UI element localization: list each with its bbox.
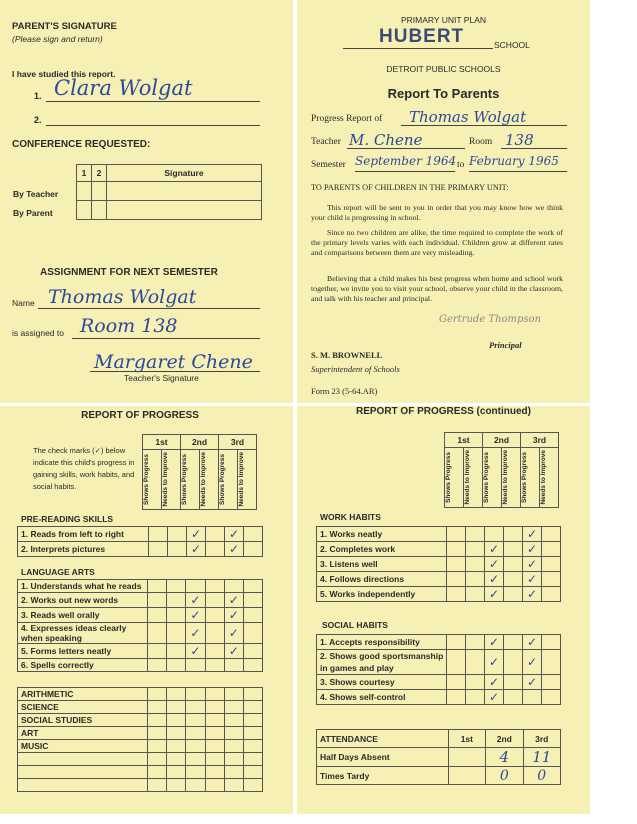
table-row [317,587,561,602]
table-row [317,572,561,587]
school-label: SCHOOL [494,40,530,50]
table-row [18,593,263,608]
progress-section [0,406,293,814]
grade-header-continued [444,432,559,508]
table-row [18,714,263,727]
social-item-4: 4. Shows self-control [317,690,447,705]
parent-section [0,0,293,403]
work-item-2: 2. Completes work [317,542,447,557]
work-habits-table [316,526,561,602]
table-row [18,727,263,740]
table-row [18,766,263,779]
term-1st: 1st [143,435,181,450]
paragraph-2: Since no two children are alike, the time required to complete the work of the primary levels varies with each individual. Children grow at different rates and comparisons between them are very misleading. [311,228,563,257]
work-item-3: 3. Listens well [317,557,447,572]
subject-music: MUSIC [18,740,148,753]
to-label: to [457,160,465,170]
check-mark: ✓ [224,593,243,608]
attendance-term-2nd: 2nd [486,730,523,748]
check-mark: ✓ [523,650,542,675]
check-mark: ✓ [224,644,243,659]
needs-improve-1: Needs to Improve [162,452,169,507]
language-arts-heading: LANGUAGE ARTS [21,567,95,577]
teacher-signature-label: Teacher's Signature [124,373,199,383]
pre-reading-heading: PRE-READING SKILLS [21,514,114,524]
pre-reading-table [17,526,263,557]
conference-teacher-signature[interactable] [107,182,262,201]
assignment-title: ASSIGNMENT FOR NEXT SEMESTER [40,267,218,278]
table-row [317,748,561,767]
check-mark: ✓ [485,587,504,602]
table-row [317,767,561,785]
needs-improve-2: Needs to Improve [200,452,207,507]
subject-art: ART [18,727,148,740]
check-mark: ✓ [225,542,244,557]
school-name: HUBERT [379,26,465,47]
signature-line-1-label: 1. [34,91,42,101]
subject-science: SCIENCE [18,701,148,714]
check-mark: ✓ [523,557,542,572]
conference-parent-2[interactable] [92,201,107,220]
lang-item-3: 3. Reads well orally [18,608,148,623]
attendance-term-1st: 1st [448,730,485,748]
superintendent-label: Superintendent of Schools [311,364,400,374]
by-teacher-label: By Teacher [13,189,59,199]
legend-text: The check marks (✓) below indicate this child's progress in gaining skills, work habits, and social habits. [33,446,135,491]
needs-improve-3: Needs to Improve [238,452,245,507]
check-mark: ✓ [187,542,206,557]
table-row [18,688,263,701]
work-item-1: 1. Works neatly [317,527,447,542]
table-row [317,675,561,690]
parent-signature-1: Clara Wolgat [54,76,193,100]
table-row [317,730,561,748]
half-days-2nd: 4 [486,748,523,767]
pre-item-2: 2. Interprets pictures [18,542,149,557]
paragraph-1: This report will be sent to you in order that you may know how we think your child is progressing in school. [311,203,563,222]
check-mark: ✓ [523,587,542,602]
tardy-3rd: 0 [523,767,560,785]
table-row [18,608,263,623]
attendance-table [316,729,561,785]
needs-improve-1: Needs to Improve [464,450,471,505]
report-title: Report To Parents [387,86,500,101]
cover-section [297,0,590,403]
conference-table [76,164,262,220]
check-mark: ✓ [186,623,205,644]
signature-line-2-label: 2. [34,115,42,125]
tardy-2nd: 0 [486,767,523,785]
superintendent-name: S. M. BROWNELL [311,350,383,360]
attendance-heading: ATTENDANCE [317,730,449,748]
table-row [317,527,561,542]
check-mark: ✓ [485,557,504,572]
check-mark: ✓ [224,608,243,623]
subject-social-studies: SOCIAL STUDIES [18,714,148,727]
lang-item-1: 1. Understands what he reads [18,580,148,593]
form-number: Form 23 (5-64.AR) [311,386,378,396]
lang-item-5: 5. Forms letters neatly [18,644,148,659]
assigned-room-handwritten: Room 138 [80,315,178,337]
check-mark: ✓ [187,527,206,542]
assigned-to-label: is assigned to [12,328,64,338]
plan-title: PRIMARY UNIT PLAN [400,15,487,25]
check-mark: ✓ [523,572,542,587]
report-of-progress-title: REPORT OF PROGRESS [81,410,199,421]
term-2nd: 2nd [181,435,219,450]
social-item-2: 2. Shows good sportsmanship in games and play [317,650,447,675]
table-row [18,542,263,557]
progress-continued-section [297,406,590,814]
needs-improve-3: Needs to Improve [540,450,547,505]
work-habits-heading: WORK HABITS [320,512,381,522]
term-1st: 1st [445,433,483,448]
term-3rd: 3rd [219,435,257,450]
conference-parent-signature[interactable] [107,201,262,220]
district-name: DETROIT PUBLIC SCHOOLS [386,64,501,74]
progress-report-student: Thomas Wolgat [409,108,527,126]
needs-improve-2: Needs to Improve [502,450,509,505]
shows-progress-1: Shows Progress [445,451,452,503]
grade-header [142,434,257,510]
half-days-3rd: 11 [523,748,560,767]
term-2nd: 2nd [483,433,521,448]
shows-progress-2: Shows Progress [181,453,188,505]
check-mark: ✓ [186,644,205,659]
check-mark: ✓ [485,635,504,650]
check-mark: ✓ [225,527,244,542]
table-row [18,623,263,644]
teacher-name: M. Chene [349,131,423,149]
shows-progress-3: Shows Progress [219,453,226,505]
table-row [317,635,561,650]
table-row [18,740,263,753]
conference-col-1: 1 [77,165,92,182]
conference-parent-1[interactable] [77,201,92,220]
table-row [18,659,263,672]
paragraph-3: Believing that a child makes his best progress when home and school work together, we invite you to visit your school, observe your child in the classroom, and talk with his teacher and principal. [311,274,563,303]
to-parents-heading: TO PARENTS OF CHILDREN IN THE PRIMARY UNIT: [311,183,509,192]
check-mark: ✓ [485,542,504,557]
term-3rd: 3rd [521,433,559,448]
conference-col-signature: Signature [107,165,262,182]
teacher-label: Teacher [311,137,341,147]
conference-teacher-1[interactable] [77,182,92,201]
pre-item-1: 1. Reads from left to right [18,527,149,542]
lang-item-4: 4. Expresses ideas clearly when speaking [18,623,148,644]
subject-arithmetic: ARITHMETIC [18,688,148,701]
work-item-4: 4. Follows directions [317,572,447,587]
parent-signature-title: PARENT'S SIGNATURE [12,21,117,32]
check-mark: ✓ [224,623,243,644]
shows-progress-1: Shows Progress [143,453,150,505]
conference-requested-title: CONFERENCE REQUESTED: [12,139,151,150]
semester-to: February 1965 [469,154,559,168]
social-item-3: 3. Shows courtesy [317,675,447,690]
progress-report-label: Progress Report of [311,114,383,124]
half-days-label: Half Days Absent [317,748,449,767]
principal-signature: Gertrude Thompson [439,314,542,325]
table-row [18,580,263,593]
language-arts-table [17,579,263,672]
tardy-label: Times Tardy [317,767,449,785]
work-item-5: 5. Works independently [317,587,447,602]
table-row [317,650,561,675]
table-row [18,527,263,542]
attendance-term-3rd: 3rd [523,730,560,748]
room-label: Room [469,137,493,147]
conference-teacher-2[interactable] [92,182,107,201]
teacher-signature-handwritten: Margaret Chene [94,351,253,373]
check-mark: ✓ [523,542,542,557]
table-row [317,690,561,705]
table-row [317,542,561,557]
semester-label: Semester [311,160,346,170]
social-habits-table [316,634,561,705]
semester-from: September 1964 [355,154,457,168]
name-label: Name [12,298,35,308]
table-row [18,644,263,659]
social-habits-heading: SOCIAL HABITS [322,620,388,630]
conference-col-2: 2 [92,165,107,182]
check-mark: ✓ [523,527,542,542]
shows-progress-2: Shows Progress [483,451,490,503]
lang-item-2: 2. Works out new words [18,593,148,608]
check-mark: ✓ [485,675,504,690]
table-row [18,779,263,792]
principal-label: Principal [489,340,522,350]
parent-signature-subtitle: (Please sign and return) [12,34,103,44]
check-mark: ✓ [485,690,504,705]
report-continued-title: REPORT OF PROGRESS (continued) [355,406,531,417]
table-row [18,701,263,714]
student-name-handwritten: Thomas Wolgat [48,286,197,308]
room-number: 138 [505,131,534,149]
by-parent-label: By Parent [13,208,53,218]
table-row [317,557,561,572]
check-mark: ✓ [485,572,504,587]
check-mark: ✓ [523,635,542,650]
check-mark: ✓ [485,650,504,675]
check-mark: ✓ [186,608,205,623]
studied-statement: I have studied this report. [12,69,116,79]
lang-item-6: 6. Spells correctly [18,659,148,672]
check-mark: ✓ [523,675,542,690]
check-mark: ✓ [186,593,205,608]
social-item-1: 1. Accepts responsibility [317,635,447,650]
shows-progress-3: Shows Progress [521,451,528,503]
subjects-table [17,687,263,792]
table-row [18,753,263,766]
